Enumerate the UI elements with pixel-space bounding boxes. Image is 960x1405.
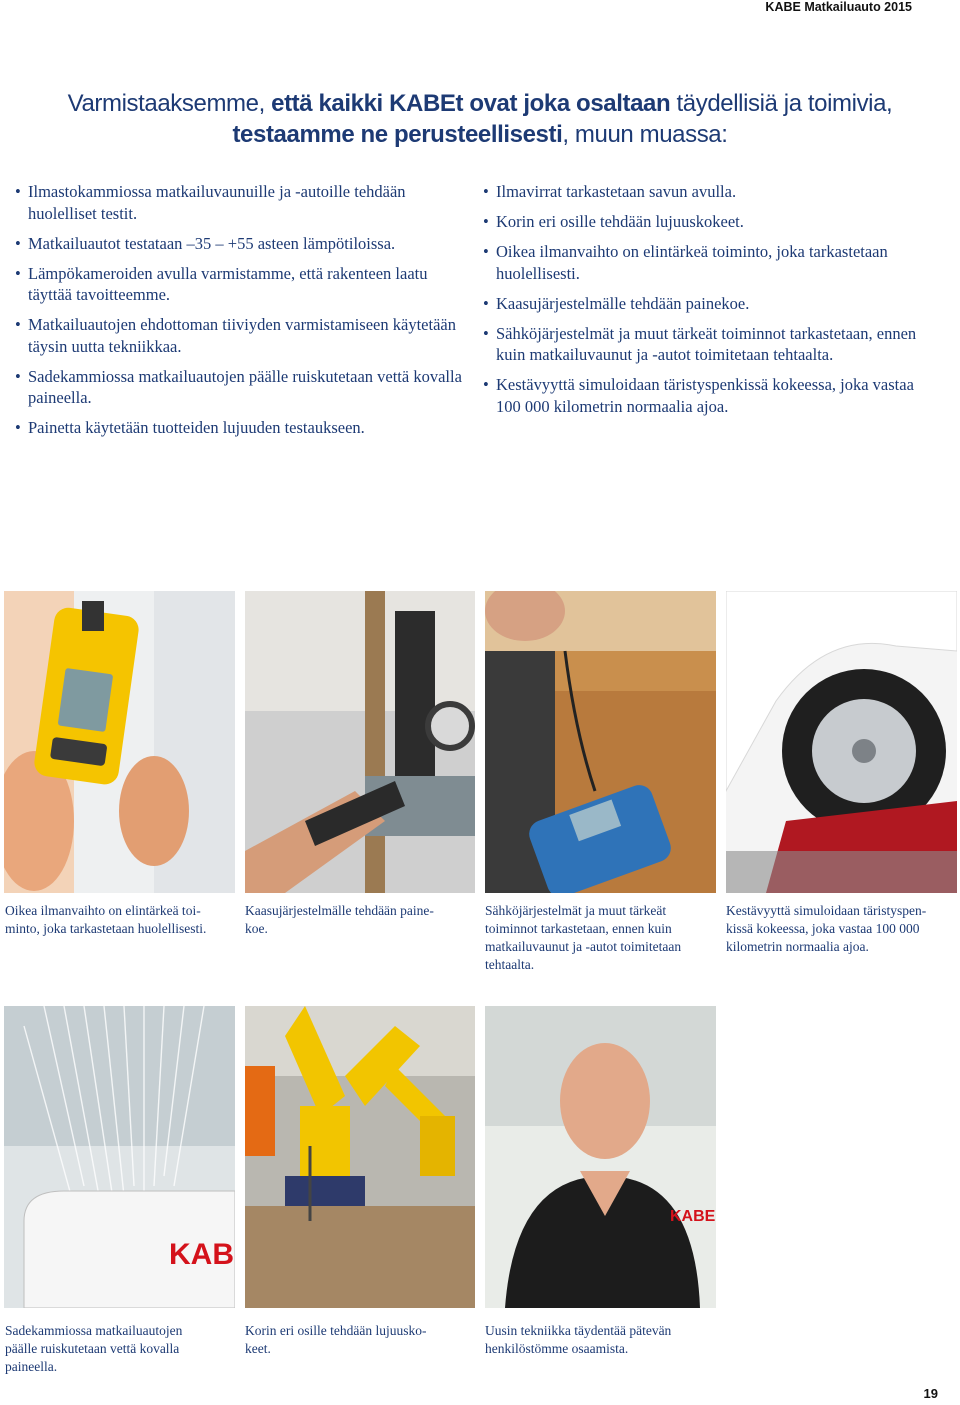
bullet-item: • Matkailuautot testataan –35 – +55 asteen lämpötiloissa. — [12, 233, 462, 255]
bullet-item: • Sadekammiossa matkailuautojen päälle ruiskutetaan vettä kovalla paineella. — [12, 366, 462, 409]
photo-wheel-test — [726, 591, 957, 893]
bullet-item: • Oikea ilmanvaihto on elintärkeä toiminto, joka tarkastetaan huolellisesti. — [480, 241, 940, 284]
bullet-item: • Kaasujärjestelmälle tehdään painekoe. — [480, 293, 940, 315]
bullet-list-right — [480, 181, 940, 417]
caption-text: Kestävyyttä simuloidaan täristyspen- kissä kokeessa, joka vastaa 100 000 kilometrin normaalia ajoa. — [726, 903, 927, 954]
photo-electrical-tester — [485, 591, 716, 893]
bullet-list-left — [12, 181, 462, 439]
headline-line-1 — [0, 88, 960, 119]
bullet-column-left — [12, 181, 462, 447]
photo-caption — [5, 902, 233, 938]
brand-jacket-text: KABE — [670, 1208, 716, 1225]
photo-caption — [245, 902, 473, 938]
headline-line-2 — [0, 119, 960, 150]
bullet-item: • Kestävyyttä simuloidaan täristyspenkissä kokeessa, joka vastaa 100 000 kilometrin normaalia ajoa. — [480, 374, 940, 417]
photo-worker — [485, 1006, 716, 1308]
caption-text: Sadekammiossa matkailuautojen päälle ruiskutetaan vettä kovalla paineella. — [5, 1323, 183, 1374]
bullet-item: • Sähköjärjestelmät ja muut tärkeät toiminnot tarkastetaan, ennen kuin matkailuvaunut ja -autot toimitetaan tehtaalta. — [480, 323, 940, 366]
caption-text: Kaasujärjestelmälle tehdään paine- koe. — [245, 903, 434, 936]
headline-part-5: , muun muassa: — [562, 121, 728, 148]
headline-part-2: että kaikki KABEt ovat joka osaltaan — [271, 90, 671, 117]
photo-pressure-gauge — [245, 591, 475, 893]
photo-caption — [726, 902, 954, 956]
bullet-item: • Lämpökameroiden avulla varmistamme, että rakenteen laatu täyttää tavoitteemme. — [12, 263, 462, 306]
headline-part-3: täydellisiä ja toimivia, — [670, 90, 893, 117]
photo-rain-chamber — [4, 1006, 235, 1308]
bullet-item: • Painetta käytetään tuotteiden lujuuden testaukseen. — [12, 417, 462, 439]
page-number: 19 — [923, 1386, 938, 1401]
bullet-item: • Ilmavirrat tarkastetaan savun avulla. — [480, 181, 940, 203]
running-header: KABE Matkailuauto 2015 — [765, 0, 912, 14]
photo-caption — [485, 1322, 713, 1358]
bullet-item: • Ilmastokammiossa matkailuvaunuille ja -autoille tehdään huolelliset testit. — [12, 181, 462, 224]
photo-robots — [245, 1006, 475, 1308]
bullet-item: • Matkailuautojen ehdottoman tiiviyden varmistamiseen käytetään täysin uutta tekniikkaa. — [12, 314, 462, 357]
caption-text: Korin eri osille tehdään lujuusko- keet. — [245, 1323, 427, 1356]
headline-part-1: Varmistaaksemme, — [67, 90, 272, 117]
photo-caption — [245, 1322, 473, 1358]
headline-part-4: testaamme ne perusteellisesti — [232, 121, 563, 148]
bullet-item: • Korin eri osille tehdään lujuuskokeet. — [480, 211, 940, 233]
photo-caption — [5, 1322, 233, 1376]
caption-text: Sähköjärjestelmät ja muut tärkeät toiminnot tarkastetaan, ennen kuin matkailuvaunut ja -autot toimitetaan tehtaalta. — [485, 903, 682, 972]
page-headline — [0, 88, 960, 150]
caption-text: Uusin tekniikka täydentää pätevän henkilöstömme osaamista. — [485, 1323, 672, 1356]
photo-caption — [485, 902, 713, 974]
caption-text: Oikea ilmanvaihto on elintärkeä toi- minto, joka tarkastetaan huolellisesti. — [5, 903, 207, 936]
bullet-column-right — [480, 181, 940, 426]
photo-gas-detector — [4, 591, 235, 893]
brand-wall-text: KAB — [169, 1238, 234, 1271]
